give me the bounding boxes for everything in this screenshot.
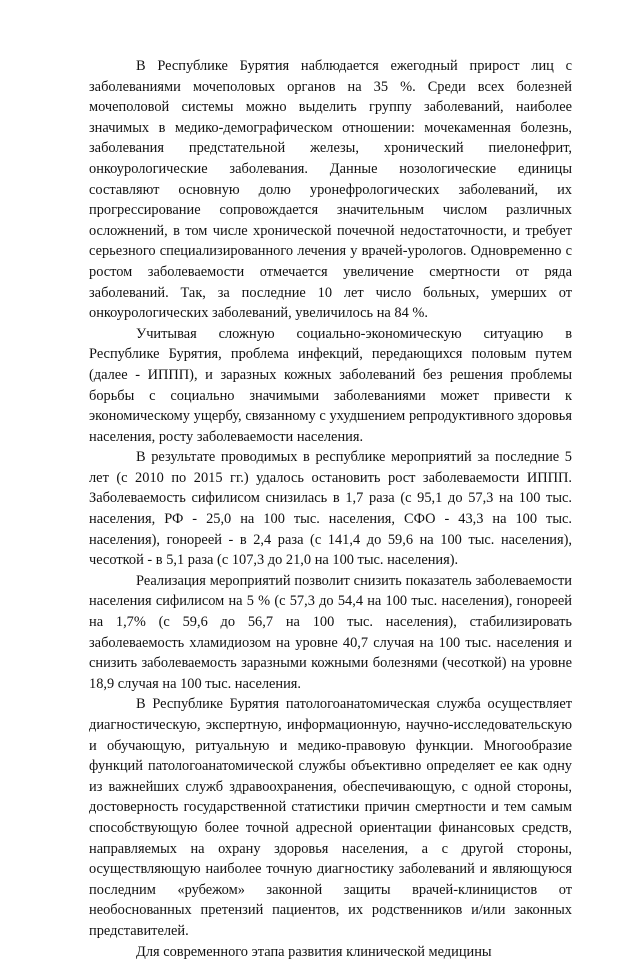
paragraph-pathology-service: В Республике Бурятия патологоанатомическая служба осуществляет диагностическую, экспертную, информационную, научно-исследовательскую и обучающую, ритуальную и медико-правовую функции. Многообразие функций патологоанатомической службы объективно определяет ее как одну из важнейших служб здравоохранения, обеспечивающую, с одной стороны, достоверность государственной статистики причин смертности и тем самым способствующую более точной адресной ориентации финансовых средств, направляемых на охрану здоровья населения, а с другой стороны, осуществляющую наиболее точную диагностику заболеваний и являющуюся последним «рубежом» законной защиты врачей-клиницистов от необоснованных претензий пациентов, их родственников и/или законных представителей.: [89, 696, 572, 939]
paragraph-urology: В Республике Бурятия наблюдается ежегодный прирост лиц с заболеваниями мочеполовых органов на 35 %. Среди всех болезней мочеполовой системы можно выделить группу заболеваний, наиболее значимых в медико-демографическом отношении: мочекаменная болезнь, заболевания предстательной железы, хронический пиелонефрит, онкоурологические заболевания. Данные нозологические единицы составляют основную долю уронефрологических заболеваний, их прогрессирование сопровождается значительным числом различных осложнений, в том числе хронической почечной недостаточности, и требует серьезного специализированного лечения у врачей-урологов. Одновременно с ростом заболеваемости отмечается увеличение смертности от ряда заболеваний. Так, за последние 10 лет число больных, умерших от онкоурологических заболеваний, увеличилось на 84 %.: [89, 58, 572, 322]
paragraph-infections: Учитывая сложную социально-экономическую ситуацию в Республике Бурятия, проблема инфекций, передающихся половым путем (далее - ИППП), и заразных кожных заболеваний без решения проблемы борьбы с социально значимыми заболеваниями может привести к экономическому ущербу, связанному с ухудшением репродуктивного здоровья населения, росту заболеваемости населения.: [89, 325, 572, 445]
paragraph-implementation: Реализация мероприятий позволит снизить показатель заболеваемости населения сифилисом на 5 % (с 57,3 до 54,4 на 100 тыс. населения), гонореей на 1,7% (с 59,6 до 56,7 на 100 тыс. населения), стабилизировать заболеваемость хламидиозом на уровне 40,7 случая на 100 тыс. населения и снизить заболеваемость заразными кожными болезнями (чесоткой) на уровне 18,9 случая на 100 тыс. населения.: [89, 572, 572, 692]
paragraph-clinical-medicine: Для современного этапа развития клинической медицины: [136, 943, 492, 960]
document-page: [89, 56, 572, 962]
paragraph-results: В результате проводимых в республике мероприятий за последние 5 лет (с 2010 по 2015 гг.) удалось остановить рост заболеваемости ИППП. Заболеваемость сифилисом снизилась в 1,7 раза (с 95,1 до 57,3 на 100 тыс. населения, РФ - 25,0 на 100 тыс. населения, СФО - 43,3 на 100 тыс. населения), гонореей - в 2,4 раза (с 141,4 до 59,6 на 100 тыс. населения), чесоткой - в 5,1 раза (с 107,3 до 21,0 на 100 тыс. населения).: [89, 449, 572, 569]
